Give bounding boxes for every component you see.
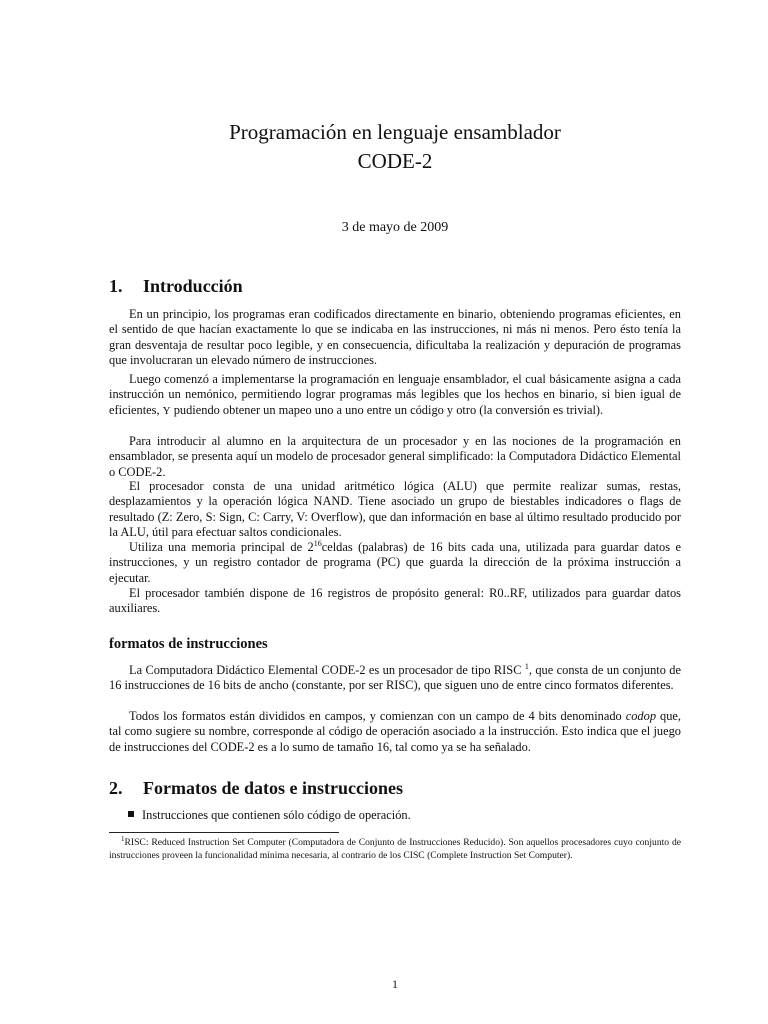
bullet-square-icon — [128, 811, 134, 817]
paragraph-formats-1 — [109, 663, 681, 694]
bullet-item — [128, 808, 411, 823]
document-title — [0, 118, 768, 176]
paragraph-intro-5 — [109, 540, 681, 586]
paragraph-formats-2-part-b: que, tal como sugiere su nombre, corresponde al código de operación asociado a la instrucción. Esto indica que el juego de instrucciones del CODE-2 es a lo sumo de tamaño 16, tal como ya se ha señalado. — [109, 709, 681, 754]
footnote-reference[interactable]: 1 — [524, 662, 529, 671]
paragraph-intro-2-y: Y — [162, 404, 171, 417]
document-date: 3 de mayo de 2009 — [341, 220, 449, 235]
section-1-number: 1. — [109, 276, 123, 296]
section-1-heading — [109, 276, 243, 297]
paragraph-intro-2 — [109, 372, 681, 419]
page-number: 1 — [392, 977, 398, 991]
paragraph-intro-1: En un principio, los programas eran codificados directamente en binario, obteniendo programas eficientes, en el sentido de que hacían exactamente lo que se indicaba en las instrucciones, ni más ni menos. Pero ésto tenía la gran desventaja de resultar poco legible, y en consecuencia, dificultaba la realización y depuración de programas que involucraran un elevado número de instrucciones. — [109, 307, 681, 367]
paragraph-intro-6: El procesador también dispone de 16 registros de propósito general: R0..RF, utilizados para guardar datos auxiliares. — [109, 586, 681, 616]
paragraph-formats-1-part-a: La Computadora Didáctico Elemental CODE-2 es un procesador de tipo RISC — [129, 663, 525, 677]
footnote-divider — [109, 832, 339, 833]
bullet-item-text: Instrucciones que contienen sólo código de operación. — [142, 808, 411, 822]
paragraph-formats-2-part-a: Todos los formatos están divididos en campos, y comienzan con un campo de 4 bits denominado — [129, 709, 626, 723]
title-line-2: CODE-2 — [357, 149, 433, 173]
paragraph-formats-1-part-b: , que consta de un conjunto de 16 instrucciones de 16 bits de ancho (constante, por ser RISC), que siguen uno de entre cinco formatos diferentes. — [109, 663, 681, 693]
paragraph-intro-5-part-b: celdas (palabras) de 16 bits cada una, utilizada para guardar datos e instrucciones, y un registro contador de programa (PC) que guarda la dirección de la próxima instrucción a ejecutar. — [109, 540, 681, 585]
codop-term: codop — [625, 709, 657, 723]
footnote-mark: 1 — [121, 835, 125, 843]
section-2-number: 2. — [109, 778, 123, 798]
section-1-title: Introducción — [143, 276, 243, 296]
subsection-heading: formatos de instrucciones — [109, 636, 268, 652]
section-2-title: Formatos de datos e instrucciones — [143, 778, 403, 798]
footnote-text: RISC: Reduced Instruction Set Computer (Computadora de Conjunto de Instrucciones Reducido). Son aquellos procesadores cuyo conjunto de instrucciones proveen la funcionalidad mínima necesaria, al contrario de los CISC (Complete Instruction Set Computer). — [109, 837, 681, 861]
paragraph-intro-3: Para introducir al alumno en la arquitectura de un procesador y en las nociones de la programación en ensamblador, se presenta aquí un modelo de procesador general simplificado: la Computadora Didáctico Elemental o CODE-2. — [109, 434, 681, 479]
exponent: 16 — [313, 539, 322, 548]
paragraph-intro-5-part-a: Utiliza una memoria principal de 2 — [129, 540, 314, 554]
paragraph-formats-2 — [109, 709, 681, 755]
section-2-heading — [109, 778, 403, 799]
paragraph-intro-2-part-a: Luego comenzó a implementarse la programación en lenguaje ensamblador, el cual básicamente asigna a cada instrucción un nemónico, permitiendo lograr programas más legibles que los hechos en binario, si bien igual de eficientes, — [109, 372, 681, 417]
paragraph-intro-4: El procesador consta de una unidad aritmético lógica (ALU) que permite realizar sumas, restas, desplazamientos y la operación lógica NAND. Tiene asociado un grupo de biestables indicadores o flags de resultado (Z: Zero, S: Sign, C: Carry, V: Overflow), que dan información en base al último resultado producido por la ALU, útil para efectuar saltos condicionales. — [109, 479, 681, 539]
title-line-1: Programación en lenguaje ensamblador — [229, 120, 561, 144]
footnote — [109, 836, 681, 862]
paragraph-intro-2-part-b: pudiendo obtener un mapeo uno a uno entre un código y otro (la conversión es trivial). — [170, 402, 604, 417]
